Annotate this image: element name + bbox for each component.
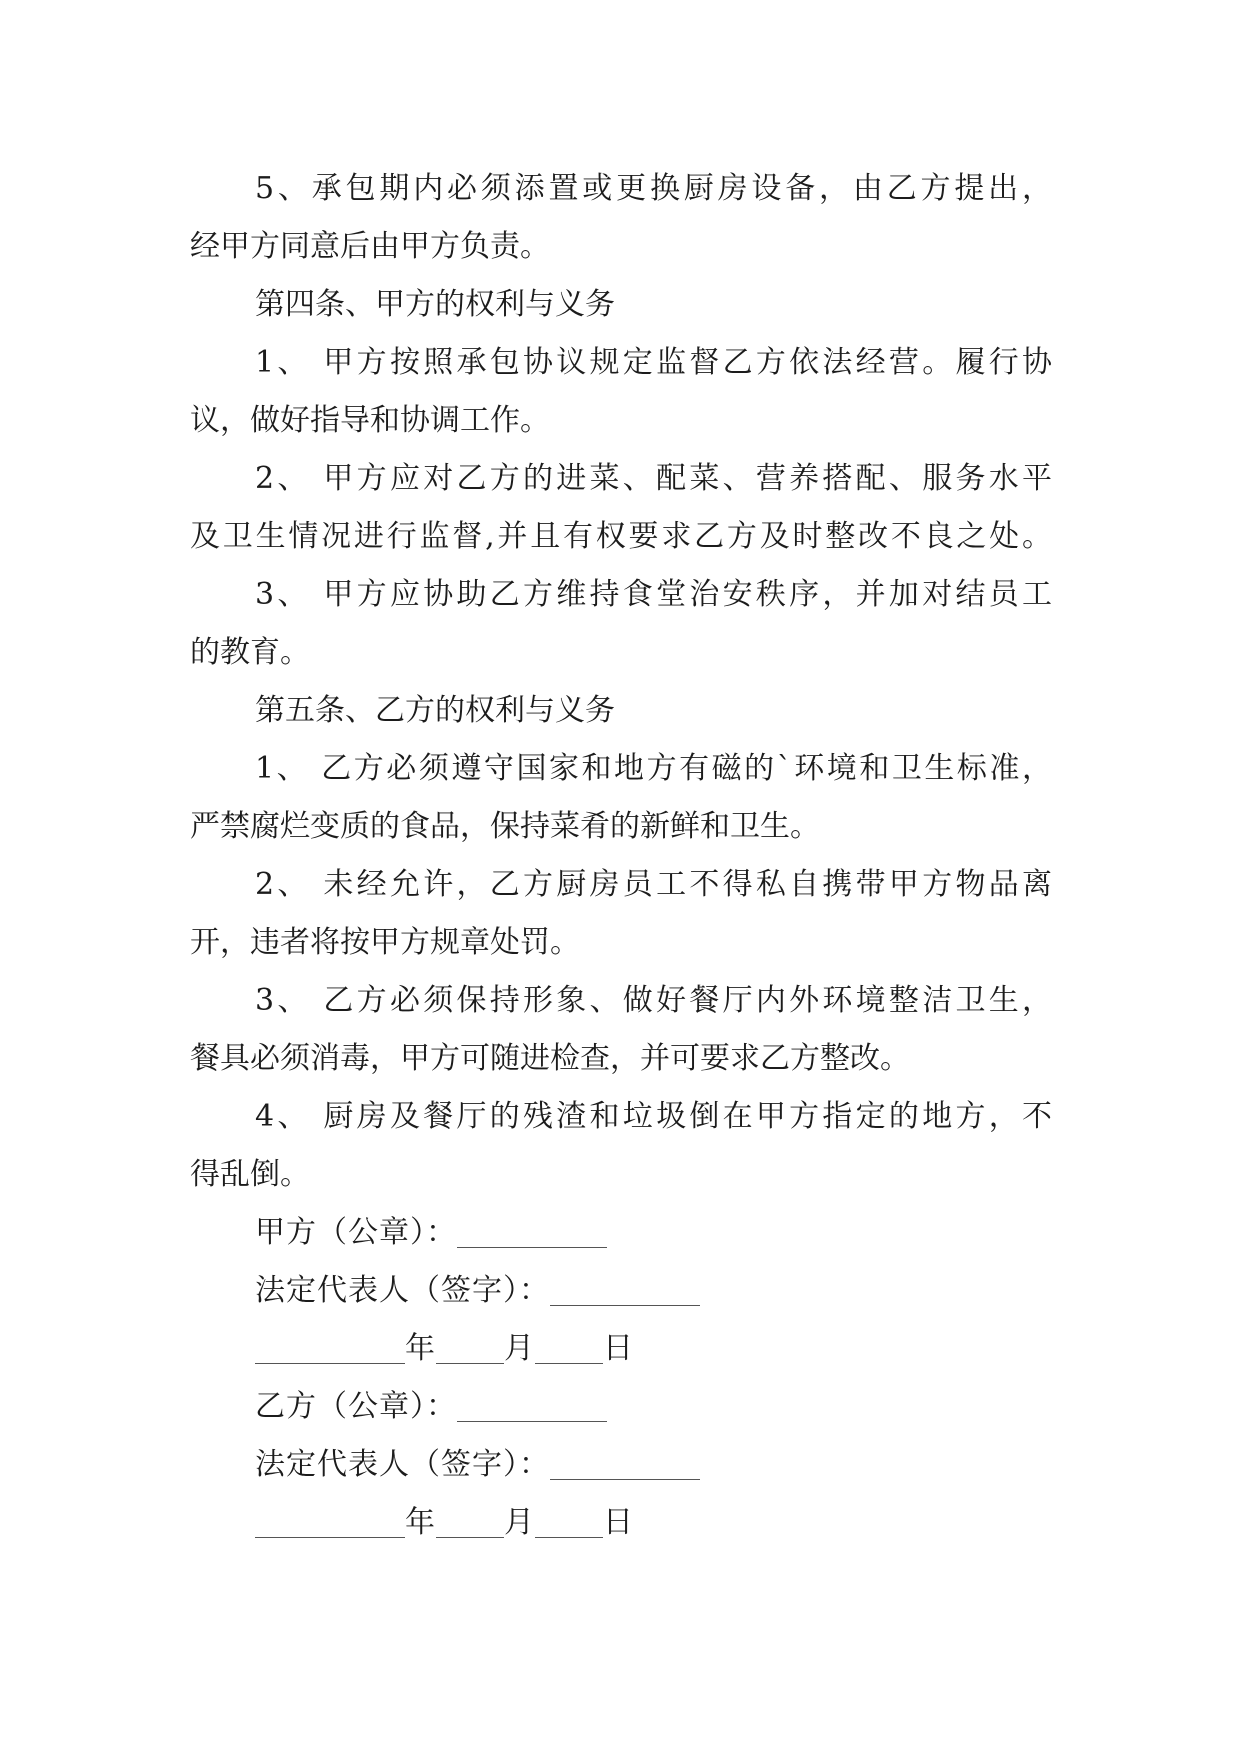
year-label: 年 (405, 1331, 436, 1366)
section-heading: 第四条、甲方的权利与义务 (255, 287, 615, 322)
year-blank (255, 1503, 405, 1538)
party-b-rep-blank (550, 1445, 700, 1480)
document-body (190, 160, 1052, 1552)
party-b-seal-line (190, 1378, 1052, 1436)
paragraph-line: 及卫生情况进行监督,并且有权要求乙方及时整改不良之处。 (190, 519, 1052, 554)
party-b-rep-line (190, 1436, 1052, 1494)
year-label: 年 (405, 1505, 436, 1540)
party-a-rep-label: 法定代表人（签字）： (255, 1273, 550, 1308)
paragraph-line: 的教育。 (190, 635, 310, 670)
party-b-rep-label: 法定代表人（签字）： (255, 1447, 550, 1482)
paragraph-line: 5、承包期内必须添置或更换厨房设备，由乙方提出， (255, 171, 1052, 206)
month-blank (436, 1503, 504, 1538)
paragraph-line: 4、 厨房及餐厅的残渣和垃圾倒在甲方指定的地方，不 (255, 1099, 1052, 1134)
month-label: 月 (504, 1331, 535, 1366)
day-label: 日 (603, 1331, 634, 1366)
party-a-seal-label: 甲方（公章）： (255, 1215, 457, 1250)
paragraph-line: 经甲方同意后由甲方负责。 (190, 229, 550, 264)
party-a-rep-blank (550, 1271, 700, 1306)
day-label: 日 (603, 1505, 634, 1540)
party-b-seal-blank (457, 1387, 607, 1422)
paragraph-line: 2、 甲方应对乙方的进菜、配菜、营养搭配、服务水平 (255, 461, 1052, 496)
paragraph-line: 1、 甲方按照承包协议规定监督乙方依法经营。履行协 (255, 345, 1052, 380)
paragraph-line: 3、 乙方必须保持形象、做好餐厅内外环境整洁卫生， (255, 983, 1052, 1018)
party-a-seal-line (190, 1204, 1052, 1262)
paragraph-line: 议，做好指导和协调工作。 (190, 403, 550, 438)
day-blank (535, 1329, 603, 1364)
party-a-date-line (190, 1320, 1052, 1378)
paragraph-line: 严禁腐烂变质的食品，保持菜肴的新鲜和卫生。 (190, 809, 820, 844)
paragraph-line: 3、 甲方应协助乙方维持食堂治安秩序，并加对结员工 (255, 577, 1052, 612)
paragraph-line: 得乱倒。 (190, 1157, 310, 1192)
paragraph-line: 餐具必须消毒，甲方可随进检查，并可要求乙方整改。 (190, 1041, 910, 1076)
paragraph-line: 1、 乙方必须遵守国家和地方有磁的`环境和卫生标准， (255, 751, 1052, 786)
day-blank (535, 1503, 603, 1538)
month-blank (436, 1329, 504, 1364)
party-a-seal-blank (457, 1213, 607, 1248)
party-b-seal-label: 乙方（公章）： (255, 1389, 457, 1424)
party-b-date-line (190, 1494, 1052, 1552)
paragraph-line: 开，违者将按甲方规章处罚。 (190, 925, 580, 960)
party-a-rep-line (190, 1262, 1052, 1320)
month-label: 月 (504, 1505, 535, 1540)
section-heading: 第五条、乙方的权利与义务 (255, 693, 615, 728)
paragraph-line: 2、 未经允许，乙方厨房员工不得私自携带甲方物品离 (255, 867, 1052, 902)
year-blank (255, 1329, 405, 1364)
